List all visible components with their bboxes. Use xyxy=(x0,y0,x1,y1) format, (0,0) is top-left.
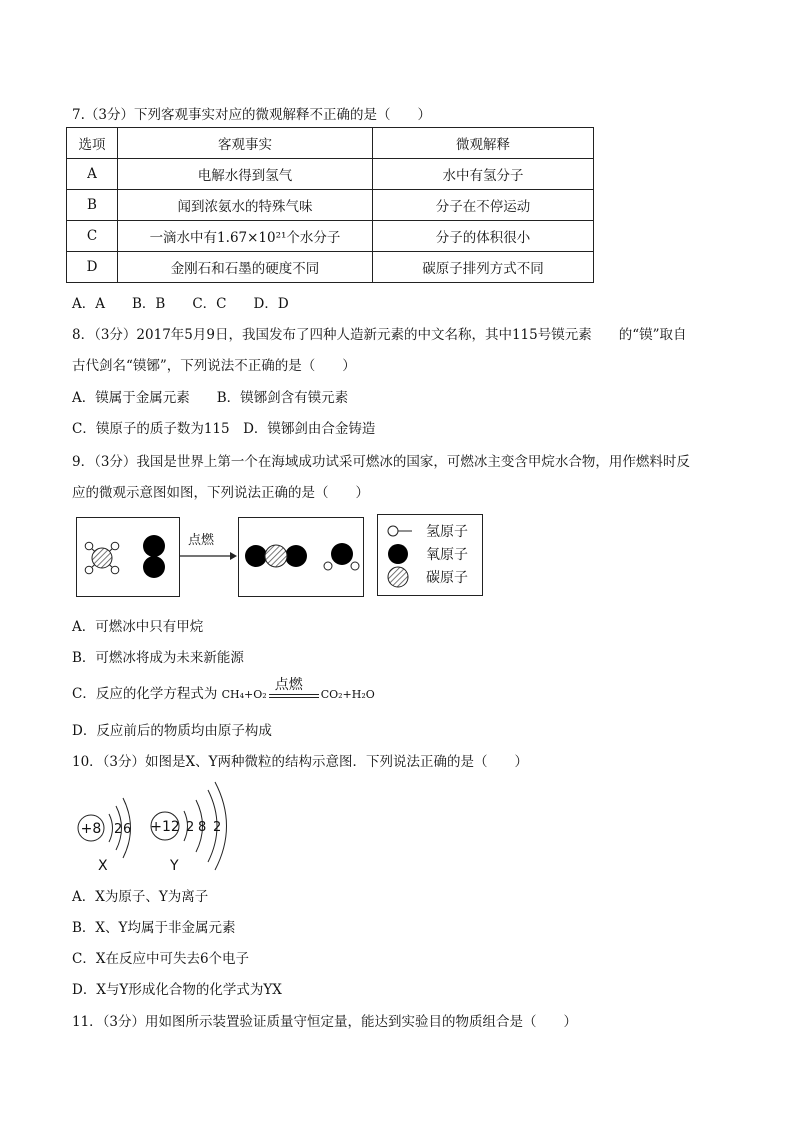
q8-option-cd: C．镆原子的质子数为115 D．镆铘剑由合金铸造 xyxy=(72,421,376,437)
atom-x xyxy=(78,798,131,874)
legend-diagram xyxy=(378,515,482,595)
legend-oxygen-label: 氧原子 xyxy=(426,547,468,563)
header-explanation: 微观解释 xyxy=(373,128,594,159)
x-shell-1: 2 xyxy=(114,822,123,837)
row-option: D xyxy=(67,252,118,283)
legend-carbon-label: 碳原子 xyxy=(426,570,468,586)
table-row xyxy=(67,190,594,221)
products-box xyxy=(238,517,364,597)
table-row xyxy=(67,159,594,190)
carbon-dioxide-molecule xyxy=(245,545,307,567)
q9-option-c-prefix: C．反应的化学方程式为 xyxy=(72,686,222,702)
row-option: A xyxy=(67,159,118,190)
q9-line1: 9．（3分）我国是世界上第一个在海域成功试采可燃冰的国家，可燃冰主变含甲烷水合物，用作燃料时反 xyxy=(72,454,690,470)
row-explanation: 分子在不停运动 xyxy=(373,190,594,221)
y-shell-2: 8 xyxy=(198,820,207,835)
products-diagram xyxy=(239,518,363,596)
row-explanation: 水中有氢分子 xyxy=(373,159,594,190)
q10-stem: 10．（3分）如图是X、Y两种微粒的结构示意图．下列说法正确的是（ ） xyxy=(72,754,529,770)
q10-option-a: A．X为原子、Y为离子 xyxy=(72,889,209,905)
methane-molecule xyxy=(85,542,119,574)
q9-line2: 应的微观示意图如图，下列说法正确的是（ ） xyxy=(72,485,369,501)
row-fact: 电解水得到氢气 xyxy=(118,159,373,190)
q8-option-ab: A．镆属于金属元素 B．镆铘剑含有镆元素 xyxy=(72,390,349,406)
x-shell-2: 6 xyxy=(123,822,132,837)
row-fact: 闻到浓氨水的特殊气味 xyxy=(118,190,373,221)
header-option: 选项 xyxy=(67,128,118,159)
reaction-arrow xyxy=(178,530,238,566)
equation-condition xyxy=(269,676,319,702)
x-nucleus: +8 xyxy=(80,821,102,837)
row-fact: 一滴水中有1.67×10²¹个水分子 xyxy=(118,221,373,252)
y-nucleus: +12 xyxy=(150,819,180,835)
equation-condition-label: 点燃 xyxy=(274,676,303,693)
row-fact: 金刚石和石墨的硬度不同 xyxy=(118,252,373,283)
y-label: Y xyxy=(170,858,179,874)
table-row xyxy=(67,252,594,283)
q8-line2: 古代剑名“镆铘”，下列说法不正确的是（ ） xyxy=(72,358,356,374)
q9-option-b: B．可燃冰将成为未来新能源 xyxy=(72,650,244,666)
header-fact: 客观事实 xyxy=(118,128,373,159)
x-label: X xyxy=(98,858,108,874)
q7-stem: 7.（3分）下列客观事实对应的微观解释不正确的是（ ） xyxy=(72,107,431,123)
q10-option-d: D．X与Y形成化合物的化学式为YX xyxy=(72,982,282,998)
q9-option-d: D．反应前后的物质均由原子构成 xyxy=(72,723,272,739)
q9-option-a: A．可燃冰中只有甲烷 xyxy=(72,619,204,635)
table-row xyxy=(67,221,594,252)
table-header-row xyxy=(67,128,594,159)
q7-table xyxy=(66,127,594,283)
y-shell-3: 2 xyxy=(213,820,222,835)
oxygen-molecule xyxy=(143,535,165,578)
row-explanation: 分子的体积很小 xyxy=(373,221,594,252)
equation-right: CO₂+H₂O xyxy=(320,688,375,701)
equation-left: CH₄+O₂ xyxy=(221,688,267,701)
row-explanation: 碳原子排列方式不同 xyxy=(373,252,594,283)
q11-stem: 11．（3分）用如图所示装置验证质量守恒定量，能达到实验目的物质组合是（ ） xyxy=(72,1014,578,1030)
atom-y xyxy=(150,782,226,874)
q10-option-c: C．X在反应中可失去6个电子 xyxy=(72,951,250,967)
legend-carbon xyxy=(388,567,468,587)
arrow-label: 点燃 xyxy=(188,533,215,548)
row-option: B xyxy=(67,190,118,221)
atom-structure-diagram xyxy=(72,778,242,876)
q7-choices: A．A B．B C．C D．D xyxy=(72,296,289,312)
q10-option-b: B．X、Y均属于非金属元素 xyxy=(72,920,236,936)
legend-hydrogen xyxy=(388,524,468,540)
q9-option-c xyxy=(72,676,375,702)
legend-oxygen xyxy=(388,544,468,564)
legend-hydrogen-label: 氢原子 xyxy=(426,524,468,540)
reactants-diagram xyxy=(77,518,179,596)
row-option: C xyxy=(67,221,118,252)
q8-line1: 8．（3分）2017年5月9日，我国发布了四种人造新元素的中文名称，其中115号镆元素 的“镆”取自 xyxy=(72,327,687,343)
reactants-box xyxy=(76,517,180,597)
water-molecule xyxy=(324,543,359,570)
legend-box xyxy=(377,514,483,596)
y-shell-1: 2 xyxy=(186,820,195,835)
